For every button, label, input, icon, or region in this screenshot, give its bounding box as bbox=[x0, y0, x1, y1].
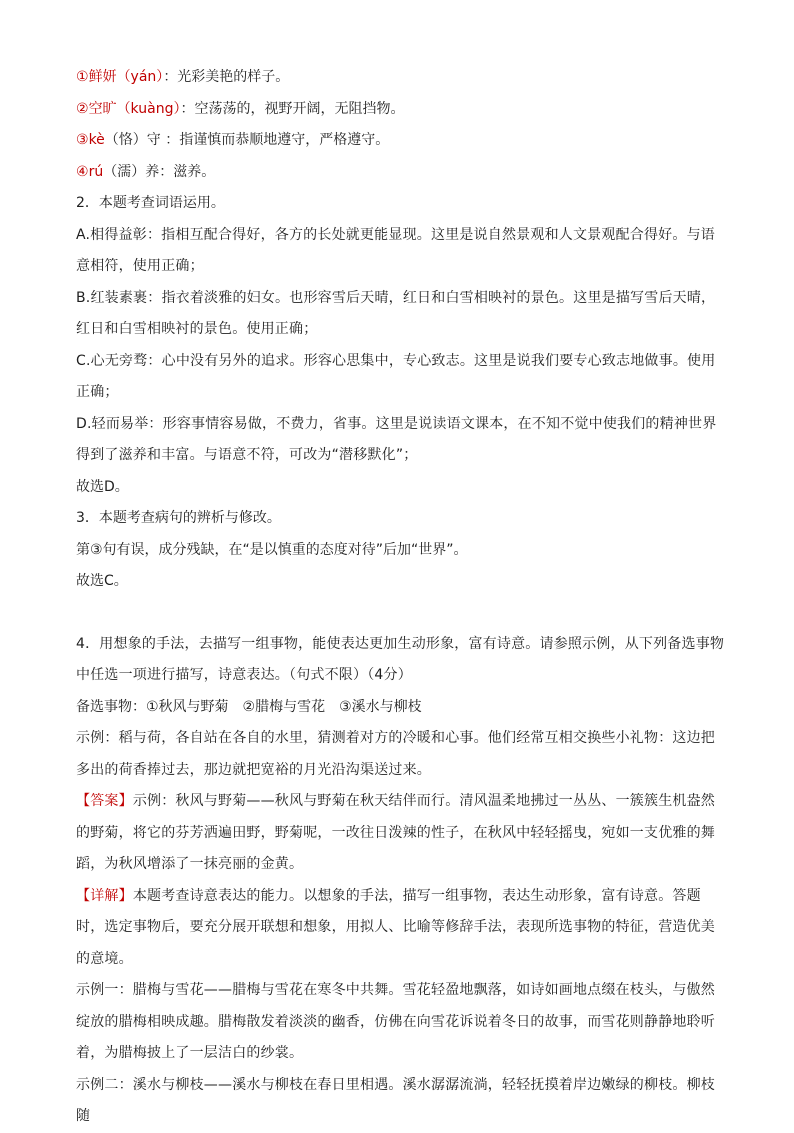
vocab-pinyin: （濡）养 bbox=[103, 163, 160, 180]
vocab-word: 空旷 bbox=[88, 100, 117, 117]
question-4-example-2: 示例二：溪水与柳枝——溪水与柳枝在春日里相遇。溪水潺潺流淌，轻轻抚摸着岸边嫩绿的柳枝。柳枝随 bbox=[76, 1076, 715, 1124]
item-number: ① bbox=[76, 69, 89, 85]
answer-tag: 【答案】 bbox=[76, 793, 133, 809]
vocab-word: 鲜妍 bbox=[88, 69, 117, 85]
question-4-example: 示例：稻与荷，各自站在各自的水里，猜测着对方的冷暖和心事。他们经常互相交换些小礼物：这边把多出的荷香捧过去，那边就把宽裕的月光沿沟渠送过来。 bbox=[76, 730, 715, 778]
vocab-pinyin: （yán） bbox=[116, 69, 164, 85]
vocab-pinyin: （恪）守 bbox=[104, 132, 161, 148]
vocab-word: rú bbox=[88, 163, 104, 180]
section-3-body: 第③句有误，成分残缺，在“是以慎重的态度对待”后加“世界”。 bbox=[76, 541, 468, 558]
option-a-analysis: A.相得益彰：指相互配合得好，各方的长处就更能显现。这里是说自然景观和人文景观配合得好。与语意相符，使用正确； bbox=[76, 226, 715, 274]
section-3-heading: 3．本题考查病句的辨析与修改。 bbox=[76, 510, 281, 526]
answer-text: 示例：秋风与野菊——秋风与野菊在秋天结伴而行。清风温柔地拂过一丛丛、一簇簇生机盎然的野菊，将它的芬芳洒遍田野，野菊呢，一改往日泼辣的性子，在秋风中轻轻摇曳，宛如一支优雅的舞蹈，为秋风增添了一抹亮丽的金黄。 bbox=[76, 793, 716, 872]
document-page bbox=[76, 62, 726, 1133]
section-2-heading: 2．本题考查词语运用。 bbox=[76, 195, 225, 211]
vocab-gloss: ：光彩美艳的样子。 bbox=[163, 69, 290, 85]
vocab-gloss: ：空荡荡的，视野开阔，无阻挡物。 bbox=[180, 100, 405, 117]
vocab-gloss: ：滋养。 bbox=[159, 163, 216, 180]
option-d-analysis: D.轻而易举：形容事情容易做，不费力，省事。这里是说读语文课本，在不知不觉中使我们的精神世界得到了滋养和丰富。与语意不符，可改为“潜移默化”； bbox=[76, 415, 717, 463]
vocab-item-2 bbox=[76, 94, 726, 126]
option-c-analysis: C.心无旁骛：心中没有另外的追求。形容心思集中，专心致志。这里是说我们要专心致志地做事。使用正确； bbox=[76, 352, 716, 400]
vocab-pinyin: （kuàng） bbox=[116, 100, 181, 117]
option-b-analysis: B.红装素裹：指衣着淡雅的妇女。也形容雪后天晴，红日和白雪相映衬的景色。这里是描写雪后天晴，红日和白雪相映衬的景色。使用正确； bbox=[76, 289, 716, 337]
question-4-example-1: 示例一：腊梅与雪花——腊梅与雪花在寒冬中共舞。雪花轻盈地飘落，如诗如画地点缀在枝头，与傲然绽放的腊梅相映成趣。腊梅散发着淡淡的幽香，仿佛在向雪花诉说着冬日的故事，而雪花则静静地聆听着，为腊梅披上了一层洁白的纱裳。 bbox=[76, 982, 715, 1061]
vocab-item-3 bbox=[76, 125, 726, 157]
vocab-item-1 bbox=[76, 62, 726, 94]
vocab-word: kè bbox=[88, 132, 105, 148]
spacer bbox=[76, 598, 726, 629]
question-4-prompt: 4．用想象的手法，去描写一组事物，能使表达更加生动形象，富有诗意。请参照示例，从下列备选事物中任选一项进行描写，诗意表达。（句式不限）（4分） bbox=[76, 635, 725, 683]
section-2-answer: 故选D。 bbox=[76, 478, 129, 495]
question-4-options: 备选事物：①秋风与野菊 ②腊梅与雪花 ③溪水与柳枝 bbox=[76, 698, 422, 715]
item-number: ④ bbox=[76, 163, 89, 180]
item-number: ② bbox=[76, 100, 89, 117]
section-3-answer: 故选C。 bbox=[76, 573, 128, 589]
question-4-detail bbox=[76, 881, 726, 976]
detail-tag: 【详解】 bbox=[76, 887, 133, 904]
vocab-gloss: ：指谨慎而恭顺地遵守，严格遵守。 bbox=[160, 132, 390, 148]
vocab-item-4 bbox=[76, 157, 726, 189]
item-number: ③ bbox=[76, 132, 89, 148]
question-4-answer bbox=[76, 786, 726, 881]
detail-text: 本题考查诗意表达的能力。以想象的手法，描写一组事物，表达生动形象，富有诗意。答题时，选定事物后，要充分展开联想和想象，用拟人、比喻等修辞手法，表现所选事物的特征，营造优美的意境。 bbox=[76, 887, 715, 967]
